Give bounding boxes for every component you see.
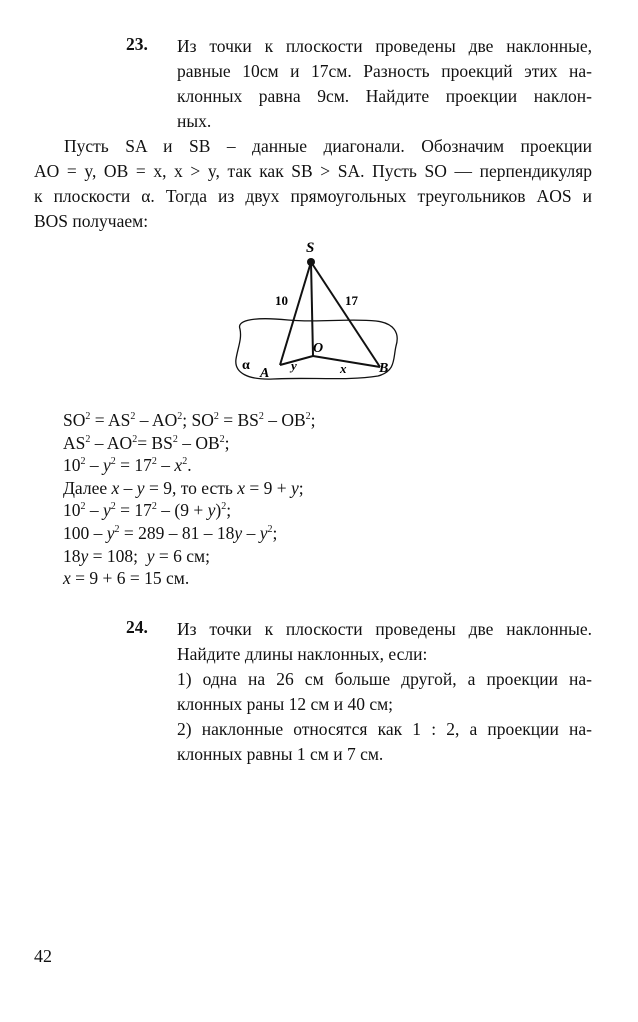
text-line: Пусть SA и SB – данные диагонали. Обозначим проекции bbox=[64, 136, 592, 156]
text-line: клонных равна 9см. Найдите проекции наклон- bbox=[177, 86, 592, 106]
text-line: BOS получаем: bbox=[34, 211, 149, 231]
text-line: клонных равны 1 см и 7 см. bbox=[177, 744, 384, 764]
equation-line: $SO^2 = AS^2 - AO^2$; $SO^2 = BS^2 - OB^2$; bbox=[63, 410, 316, 430]
text-line: 1) одна на 26 см больше другой, а проекции на- bbox=[177, 669, 592, 689]
figure-svg bbox=[228, 241, 404, 381]
label-SB-length: 17 bbox=[345, 293, 358, 308]
problem-text bbox=[177, 34, 592, 134]
problem-number: 23. bbox=[126, 34, 148, 54]
label-alpha: α bbox=[242, 358, 250, 373]
text-line: клонных раны 12 см и 40 см; bbox=[177, 694, 394, 714]
problem-number: 24. bbox=[126, 617, 148, 637]
label-y: y bbox=[291, 358, 297, 373]
label-S: S bbox=[306, 241, 315, 256]
solution-paragraph bbox=[34, 134, 592, 234]
geometry-figure bbox=[228, 241, 404, 386]
text-line: AO = y, OB = x, x > y, так как SB > SA. Пусть SO — перпендикуляр bbox=[34, 161, 592, 181]
label-A: A bbox=[260, 366, 270, 381]
text-line: к плоскости α. Тогда из двух прямоугольных треугольников AOS и bbox=[34, 186, 592, 206]
equation-line: x = 9 + 6 = 15 см. bbox=[63, 568, 190, 589]
equation-line: $100 - y^2 = 289 - 81 - 18y - y^2$; bbox=[63, 522, 278, 543]
label-x: x bbox=[340, 361, 347, 376]
problem-text bbox=[177, 617, 592, 767]
text-line: равные 10см и 17см. Разность проекций этих на- bbox=[177, 61, 592, 81]
text-line: 2) наклонные относятся как 1 : 2, а проекции на- bbox=[177, 719, 592, 739]
label-B: B bbox=[379, 361, 389, 376]
equation-line: Далее x – y = 9, то есть x = 9 + y; bbox=[63, 477, 304, 498]
page-number: 42 bbox=[34, 946, 52, 966]
text-line: ных. bbox=[177, 111, 212, 131]
equation-line: $10^2 - y^2 = 17^2 - (9 + y)^2$; bbox=[63, 500, 232, 521]
text-line: Из точки к плоскости проведены две наклонные, bbox=[177, 36, 592, 56]
text-line: Найдите длины наклонных, если: bbox=[177, 644, 428, 664]
equation-line: $10^2 - y^2 = 17^2 - x^2$. bbox=[63, 455, 192, 476]
point-S bbox=[307, 258, 315, 266]
equation-line: $AS^2 - AO^2= BS^2 - OB^2$; bbox=[63, 432, 230, 453]
text-line: Из точки к плоскости проведены две наклонные. bbox=[177, 619, 592, 639]
equation-line: 18y = 108; y = 6 см; bbox=[63, 545, 210, 566]
segment-SA bbox=[280, 262, 311, 365]
label-SA-length: 10 bbox=[275, 293, 288, 308]
solution-equations bbox=[63, 409, 583, 590]
label-O: O bbox=[313, 341, 324, 356]
segment-OB bbox=[313, 356, 380, 367]
